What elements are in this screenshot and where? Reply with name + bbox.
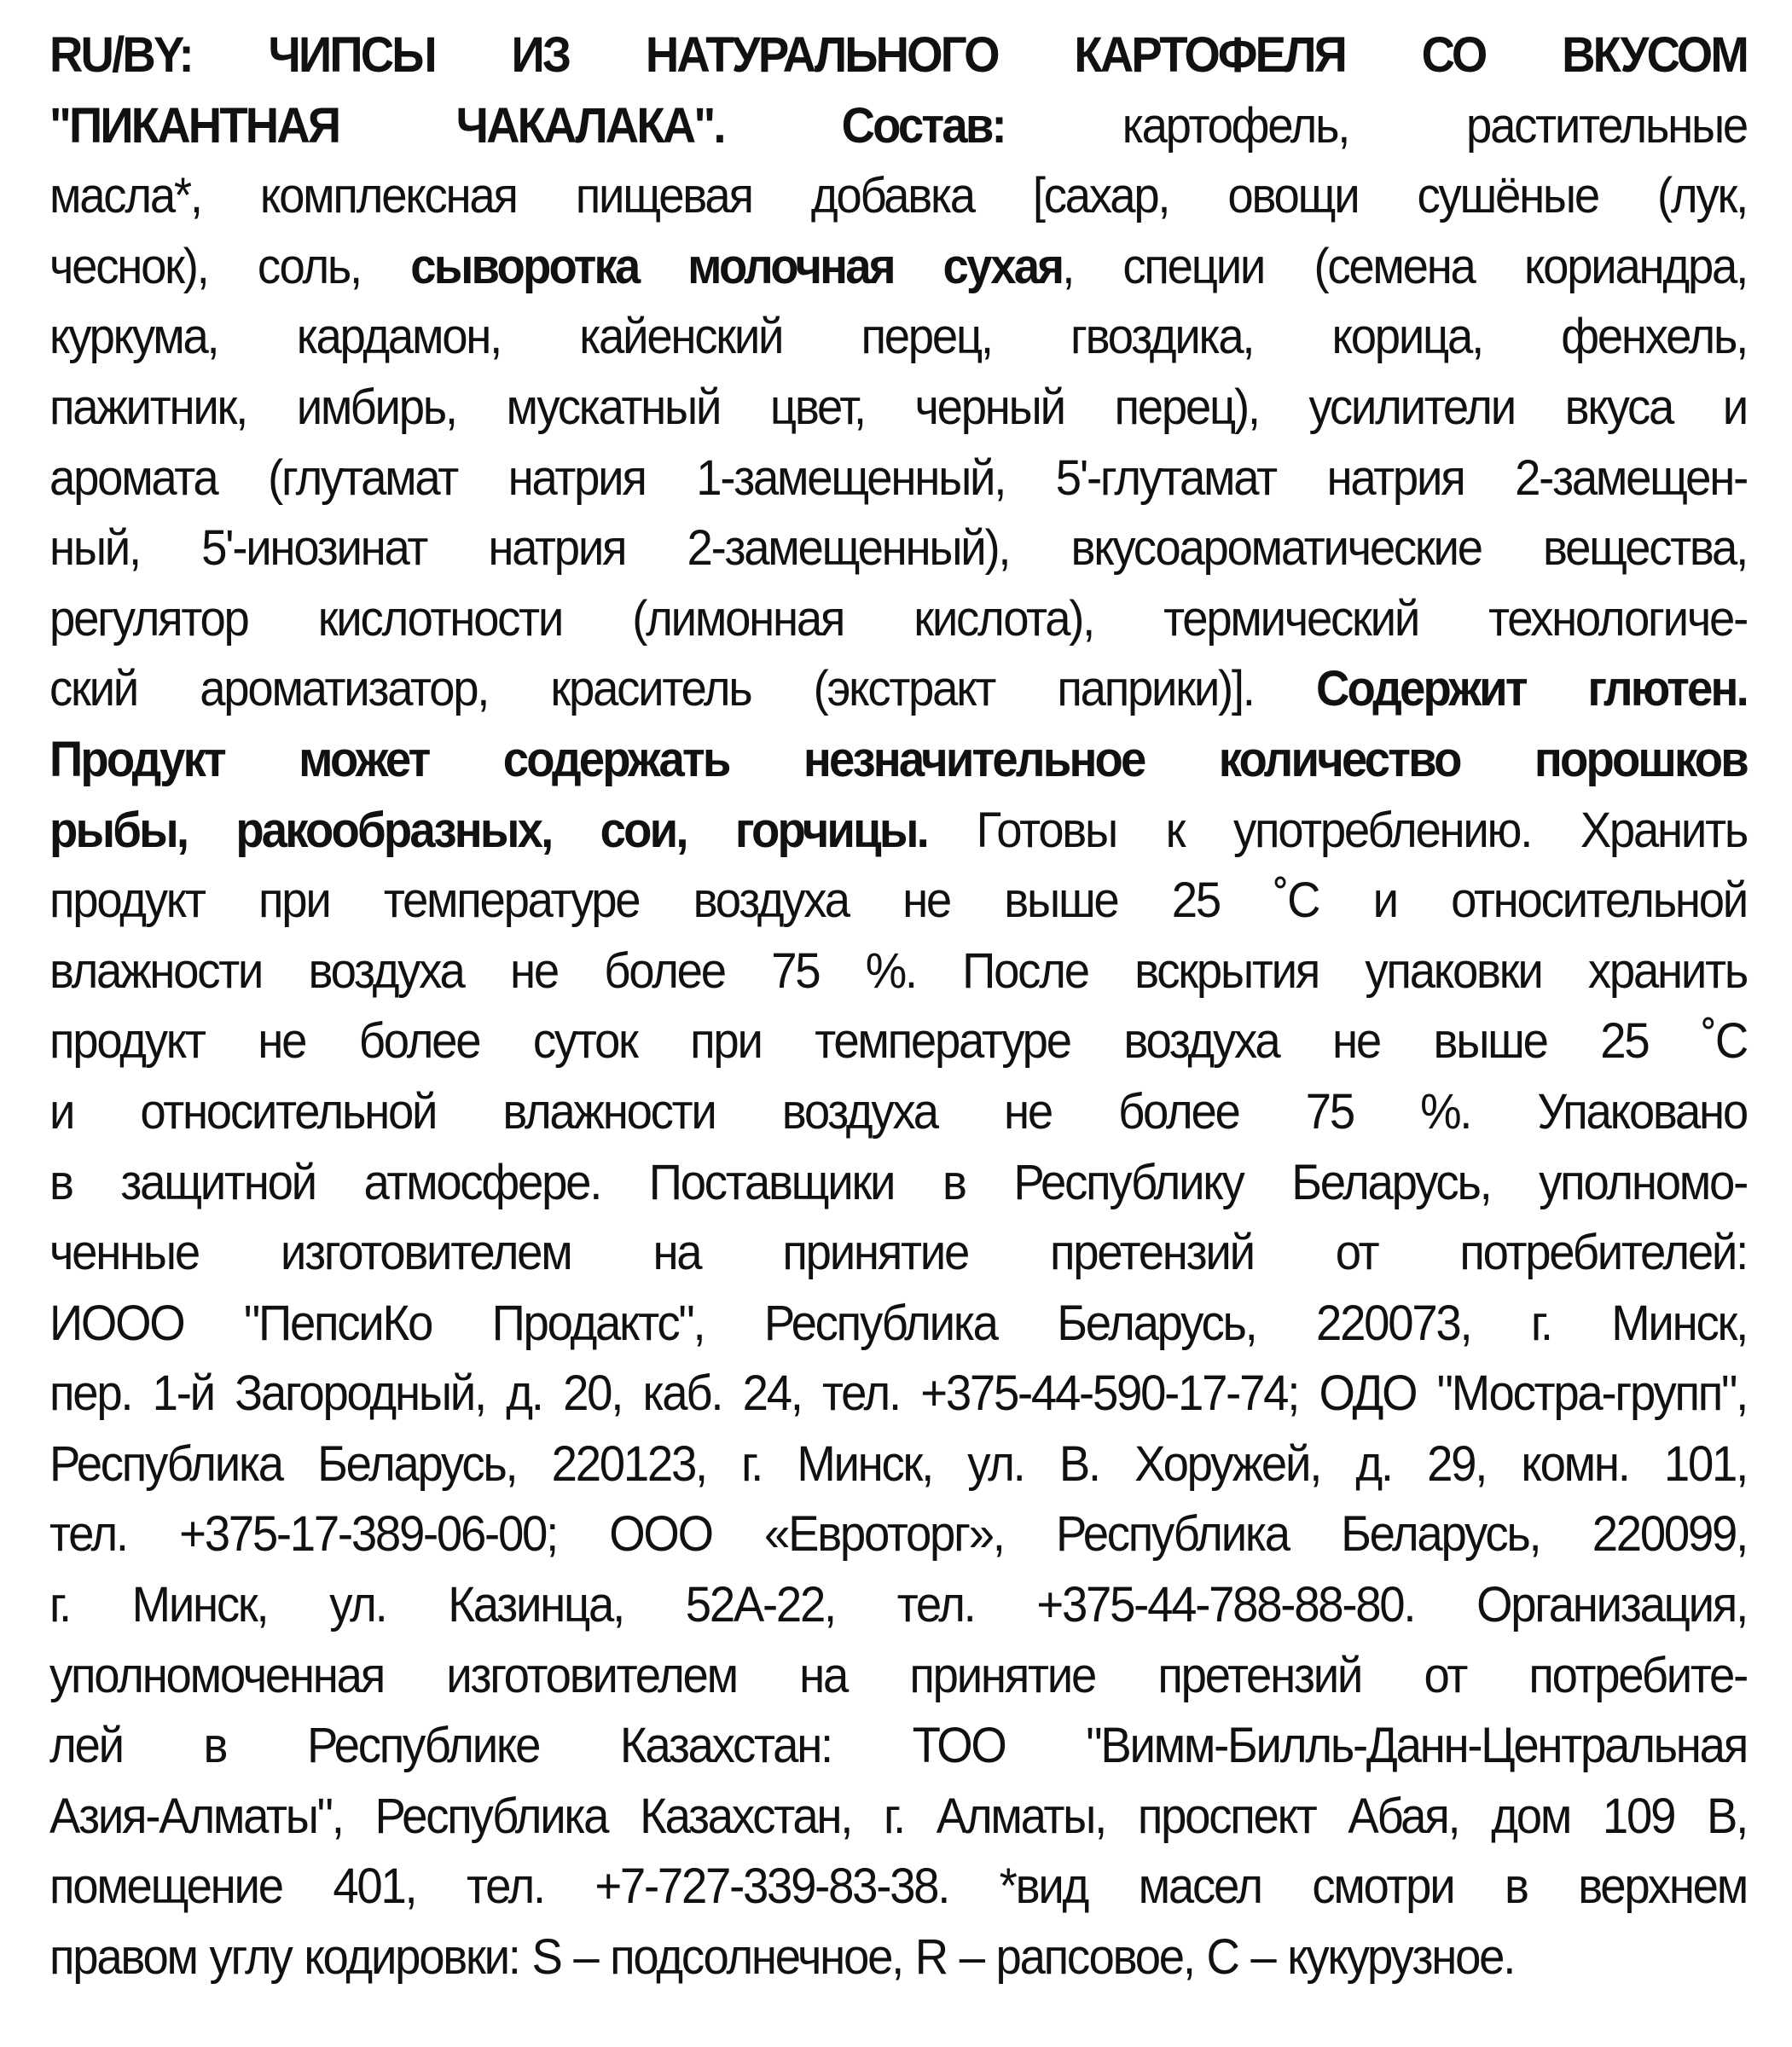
text-run: аромата (глутамат натрия 1-замещенный, 5'-глутамат натрия 2-замещен- <box>49 449 1747 506</box>
label-line <box>49 1782 1747 1853</box>
label-line <box>49 1852 1747 1922</box>
text-run: Республика Беларусь, 220123, г. Минск, ул. В. Хоружей, д. 29, комн. 101, <box>49 1435 1747 1492</box>
text-run-bold: Продукт может содержать незначительное количество порошков <box>49 731 1747 787</box>
text-run: лей в Республике Казахстан: ТОО "Вимм-Билль-Данн-Центральная <box>49 1718 1747 1774</box>
text-run: , специи (семена кориандра, <box>1062 238 1747 294</box>
text-run-bold: сыворотка молочная сухая <box>410 238 1063 294</box>
text-run: ченные изготовителем на принятие претензий от потребителей: <box>49 1225 1747 1281</box>
label-line <box>49 1641 1747 1712</box>
label-line <box>49 796 1747 867</box>
text-run <box>724 98 842 154</box>
label-line <box>49 232 1747 303</box>
text-run-bold: Содержит глютен. <box>1315 661 1747 717</box>
text-run: г. Минск, ул. Казинца, 52А-22, тел. +375-44-788-88-80. Организация, <box>49 1577 1747 1633</box>
text-run: Готовы к употреблению. Хранить <box>926 802 1747 858</box>
label-line <box>49 20 1747 91</box>
text-run: и относительной влажности воздуха не более 75 %. Упаковано <box>49 1083 1747 1139</box>
text-run: пажитник, имбирь, мускатный цвет, черный перец), усилители вкуса и <box>49 379 1747 435</box>
label-line <box>49 91 1747 162</box>
label-line <box>49 1218 1747 1289</box>
text-run: правом углу кодировки: S – подсолнечное, R – рапсовое, C – кукурузное. <box>49 1929 1515 1986</box>
text-run-bold: Состав: <box>841 97 1005 154</box>
label-line <box>49 373 1747 444</box>
label-line <box>49 302 1747 373</box>
text-run: куркума, кардамон, кайенский перец, гвоздика, корица, фенхель, <box>49 309 1747 365</box>
text-run: ный, 5'-инозинат натрия 2-замещенный), вкусоароматические вещества, <box>49 520 1747 577</box>
text-run: тел. +375-17-389-06-00; ООО «Евроторг», Республика Беларусь, 220099, <box>49 1506 1747 1563</box>
text-run: помещение 401, тел. +7-727-339-83-38. *вид масел смотри в верхнем <box>49 1859 1747 1915</box>
label-line <box>49 654 1747 725</box>
label-line <box>49 1359 1747 1429</box>
text-run: чеснок), соль, <box>49 238 411 294</box>
text-run: масла*, комплексная пищевая добавка [сахар, овощи сушёные (лук, <box>49 168 1747 224</box>
text-run: картофель, растительные <box>1004 97 1747 154</box>
label-line <box>49 513 1747 584</box>
text-run: ИООО "ПепсиКо Продактс", Республика Беларусь, 220073, г. Минск, <box>49 1295 1747 1351</box>
label-line <box>49 725 1747 796</box>
text-run-bold: "ПИКАНТНАЯ ЧАКАЛАКА". <box>49 97 724 154</box>
label-line <box>49 1077 1747 1148</box>
label-line <box>49 1006 1747 1077</box>
text-run: Азия-Алматы", Республика Казахстан, г. Алматы, проспект Абая, дом 109 В, <box>49 1788 1747 1844</box>
text-run: регулятор кислотности (лимонная кислота), термический технологиче- <box>49 590 1747 647</box>
label-line <box>49 1922 1747 1993</box>
text-run: влажности воздуха не более 75 %. После вскрытия упаковки хранить <box>49 942 1747 999</box>
label-line <box>49 444 1747 514</box>
product-label-text <box>49 20 1747 2016</box>
label-line <box>49 1711 1747 1782</box>
label-line <box>49 1148 1747 1219</box>
text-run: продукт не более суток при температуре воздуха не выше 25 ˚С <box>49 1013 1747 1070</box>
label-line <box>49 1289 1747 1360</box>
text-run: в защитной атмосфере. Поставщики в Республику Беларусь, уполномо- <box>49 1154 1747 1210</box>
label-line <box>49 584 1747 655</box>
text-run-bold: рыбы, ракообразных, сои, горчицы. <box>49 802 927 858</box>
label-line <box>49 1499 1747 1570</box>
label-line <box>49 1429 1747 1500</box>
label-line <box>49 1570 1747 1641</box>
label-line <box>49 161 1747 232</box>
text-run: пер. 1-й Загородный, д. 20, каб. 24, тел. +375-44-590-17-74; ОДО "Мостра-групп", <box>49 1366 1747 1422</box>
text-run-bold: RU/BY: ЧИПСЫ ИЗ НАТУРАЛЬНОГО КАРТОФЕЛЯ СО ВКУСОМ <box>49 27 1747 83</box>
label-line <box>49 866 1747 937</box>
text-run: ский ароматизатор, краситель (экстракт паприки)]. <box>49 661 1316 717</box>
text-run: продукт при температуре воздуха не выше 25 ˚С и относительной <box>49 873 1747 929</box>
label-line <box>49 937 1747 1007</box>
text-run: уполномоченная изготовителем на принятие претензий от потребите- <box>49 1647 1747 1703</box>
